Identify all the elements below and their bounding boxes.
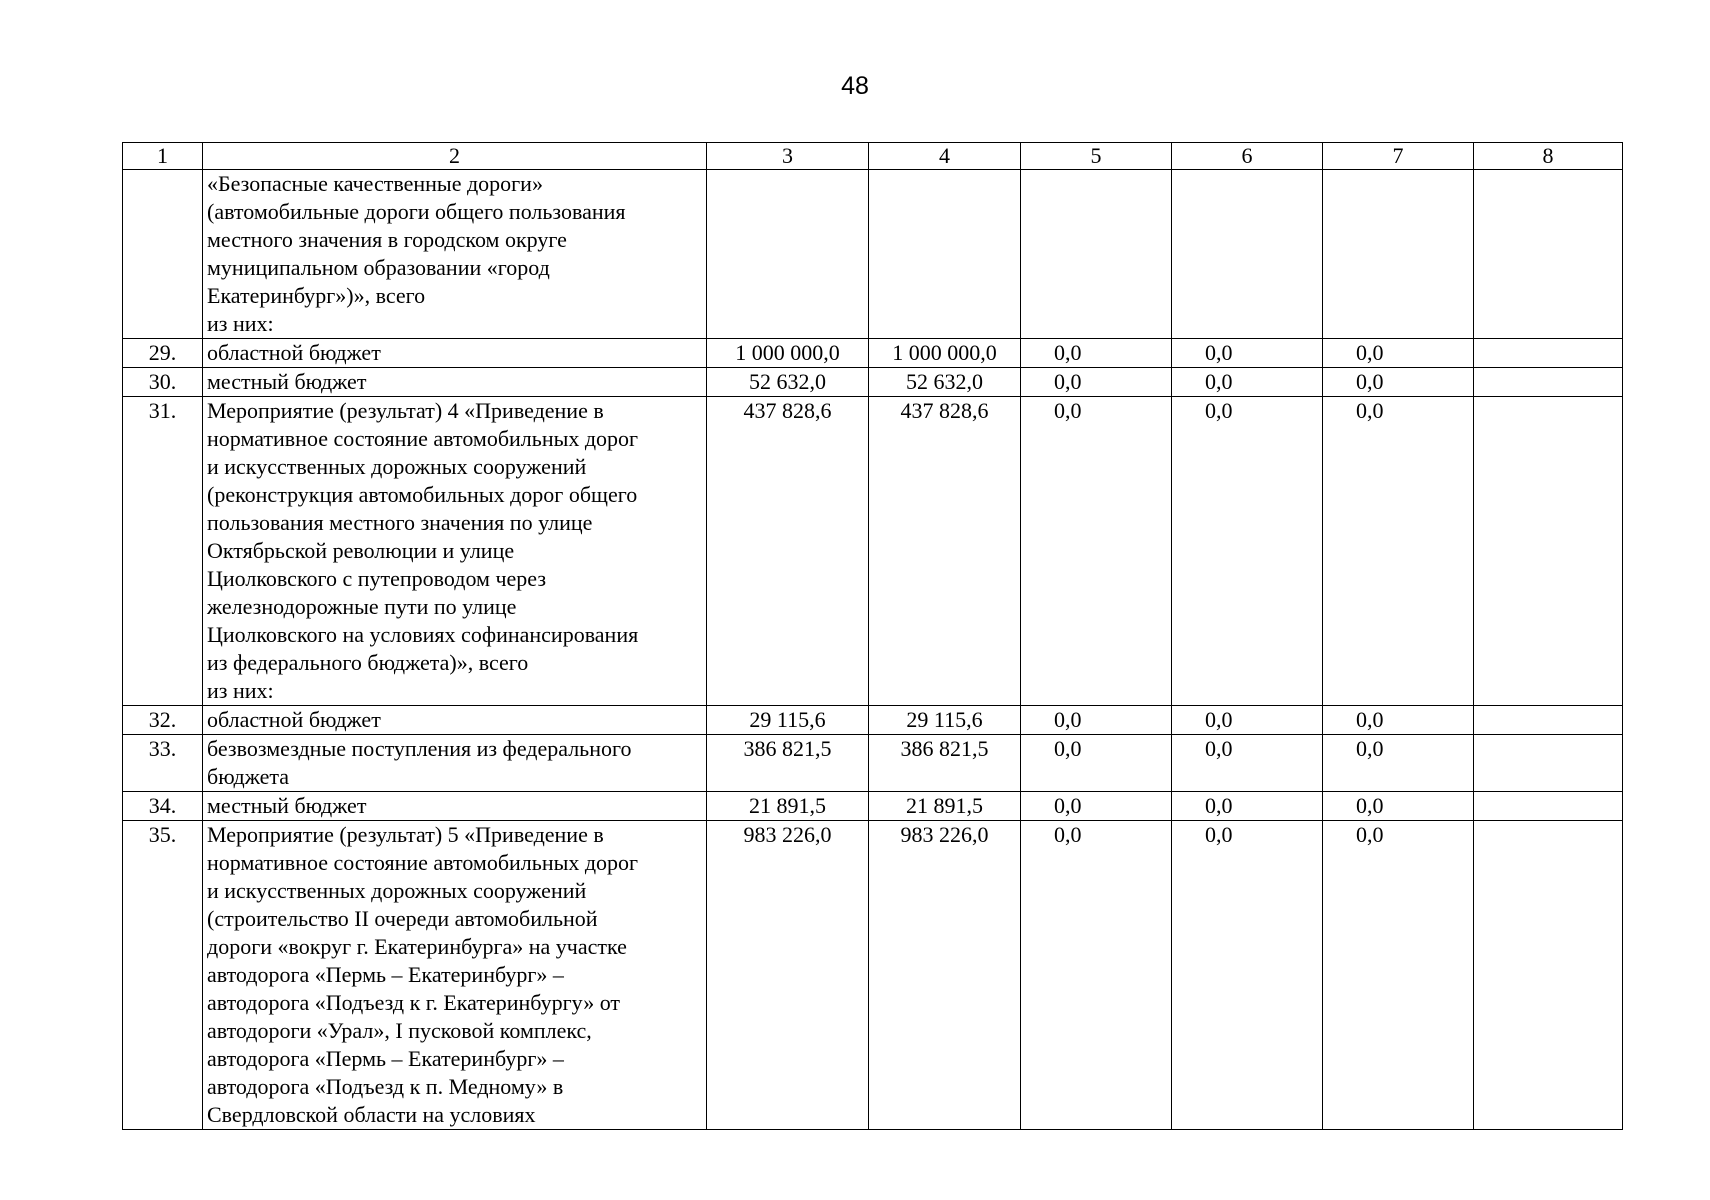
value-cell-col5: 0,0 — [1021, 706, 1172, 735]
description-line: и искусственных дорожных сооружений — [207, 878, 587, 903]
value-cell-col8 — [1474, 368, 1623, 397]
value-cell-col5: 0,0 — [1021, 339, 1172, 368]
value-cell-col3: 29 115,6 — [707, 706, 869, 735]
value-cell-col5: 0,0 — [1021, 397, 1172, 706]
value-cell-col4: 52 632,0 — [869, 368, 1021, 397]
value-cell-col8 — [1474, 339, 1623, 368]
value-cell-col7: 0,0 — [1323, 792, 1474, 821]
column-header: 5 — [1021, 143, 1172, 170]
table-row — [123, 792, 1623, 821]
value-cell-col6 — [1172, 170, 1323, 339]
description-line: автодорога «Пермь – Екатеринбург» – — [207, 962, 564, 987]
description-line: автодорога «Подъезд к г. Екатеринбургу» от — [207, 990, 621, 1015]
description-line: Мероприятие (результат) 5 «Приведение в — [207, 822, 604, 847]
description-line: пользования местного значения по улице — [207, 510, 593, 535]
table-row — [123, 368, 1623, 397]
description-line: автодороги «Урал», I пусковой комплекс, — [207, 1018, 592, 1043]
row-number-cell: 31. — [123, 397, 203, 706]
description-line: железнодорожные пути по улице — [207, 594, 517, 619]
value-cell-col5: 0,0 — [1021, 792, 1172, 821]
description-line: из федерального бюджета)», всего — [207, 650, 529, 675]
description-line: нормативное состояние автомобильных дорог — [207, 426, 639, 451]
value-cell-col3: 52 632,0 — [707, 368, 869, 397]
value-cell-col8 — [1474, 792, 1623, 821]
value-cell-col8 — [1474, 735, 1623, 792]
value-cell-col3: 983 226,0 — [707, 821, 869, 1130]
value-cell-col8 — [1474, 170, 1623, 339]
value-cell-col6: 0,0 — [1172, 792, 1323, 821]
value-cell-col4: 29 115,6 — [869, 706, 1021, 735]
description-line: «Безопасные качественные дороги» — [207, 171, 543, 196]
value-cell-col4 — [869, 170, 1021, 339]
description-line: из них: — [207, 311, 274, 336]
value-cell-col3: 386 821,5 — [707, 735, 869, 792]
description-line: местный бюджет — [207, 369, 367, 394]
table-row — [123, 170, 1623, 339]
column-header: 7 — [1323, 143, 1474, 170]
column-header: 4 — [869, 143, 1021, 170]
value-cell-col8 — [1474, 706, 1623, 735]
description-line: Екатеринбург»)», всего — [207, 283, 426, 308]
description-line: и искусственных дорожных сооружений — [207, 454, 587, 479]
table-header-row — [123, 143, 1623, 170]
value-cell-col4: 437 828,6 — [869, 397, 1021, 706]
value-cell-col7: 0,0 — [1323, 368, 1474, 397]
column-header: 1 — [123, 143, 203, 170]
column-header: 3 — [707, 143, 869, 170]
value-cell-col3: 437 828,6 — [707, 397, 869, 706]
description-cell — [203, 368, 707, 397]
value-cell-col6: 0,0 — [1172, 397, 1323, 706]
description-line: Октябрьской революции и улице — [207, 538, 515, 563]
column-header: 8 — [1474, 143, 1623, 170]
description-line: муниципальном образовании «город — [207, 255, 550, 280]
value-cell-col5 — [1021, 170, 1172, 339]
row-number-cell: 34. — [123, 792, 203, 821]
table-row — [123, 397, 1623, 706]
value-cell-col6: 0,0 — [1172, 706, 1323, 735]
row-number-cell: 33. — [123, 735, 203, 792]
description-line: Мероприятие (результат) 4 «Приведение в — [207, 398, 604, 423]
description-line: (автомобильные дороги общего пользования — [207, 199, 626, 224]
description-line: нормативное состояние автомобильных дорог — [207, 850, 639, 875]
description-cell — [203, 735, 707, 792]
description-line: дороги «вокруг г. Екатеринбурга» на участке — [207, 934, 627, 959]
value-cell-col6: 0,0 — [1172, 821, 1323, 1130]
value-cell-col6: 0,0 — [1172, 368, 1323, 397]
description-cell — [203, 339, 707, 368]
value-cell-col4: 983 226,0 — [869, 821, 1021, 1130]
value-cell-col5: 0,0 — [1021, 368, 1172, 397]
column-header: 2 — [203, 143, 707, 170]
description-cell — [203, 170, 707, 339]
description-line: автодорога «Подъезд к п. Медному» в — [207, 1074, 564, 1099]
description-line: Свердловской области на условиях — [207, 1102, 536, 1127]
description-cell — [203, 821, 707, 1130]
column-header: 6 — [1172, 143, 1323, 170]
description-line: бюджета — [207, 764, 290, 789]
description-line: местного значения в городском округе — [207, 227, 567, 252]
row-number-cell — [123, 170, 203, 339]
description-line: Циолковского с путепроводом через — [207, 566, 547, 591]
value-cell-col6: 0,0 — [1172, 735, 1323, 792]
description-line: безвозмездные поступления из федерального — [207, 736, 632, 761]
row-number-cell: 29. — [123, 339, 203, 368]
value-cell-col5: 0,0 — [1021, 735, 1172, 792]
value-cell-col6: 0,0 — [1172, 339, 1323, 368]
value-cell-col7: 0,0 — [1323, 821, 1474, 1130]
value-cell-col7 — [1323, 170, 1474, 339]
description-line: местный бюджет — [207, 793, 367, 818]
value-cell-col7: 0,0 — [1323, 706, 1474, 735]
description-cell — [203, 792, 707, 821]
description-line: областной бюджет — [207, 707, 381, 732]
value-cell-col4: 21 891,5 — [869, 792, 1021, 821]
value-cell-col3: 1 000 000,0 — [707, 339, 869, 368]
table-body — [123, 170, 1623, 1130]
description-cell — [203, 706, 707, 735]
description-cell — [203, 397, 707, 706]
value-cell-col8 — [1474, 397, 1623, 706]
description-line: из них: — [207, 678, 274, 703]
page-number: 48 — [841, 72, 869, 100]
description-line: (строительство II очереди автомобильной — [207, 906, 598, 931]
row-number-cell: 35. — [123, 821, 203, 1130]
description-line: областной бюджет — [207, 340, 381, 365]
value-cell-col5: 0,0 — [1021, 821, 1172, 1130]
value-cell-col7: 0,0 — [1323, 397, 1474, 706]
value-cell-col8 — [1474, 821, 1623, 1130]
value-cell-col3 — [707, 170, 869, 339]
row-number-cell: 30. — [123, 368, 203, 397]
table-row — [123, 339, 1623, 368]
description-line: (реконструкция автомобильных дорог общего — [207, 482, 638, 507]
table-row — [123, 821, 1623, 1130]
value-cell-col7: 0,0 — [1323, 735, 1474, 792]
table-row — [123, 706, 1623, 735]
description-line: Циолковского на условиях софинансирования — [207, 622, 639, 647]
budget-table — [122, 142, 1623, 1130]
value-cell-col4: 1 000 000,0 — [869, 339, 1021, 368]
value-cell-col7: 0,0 — [1323, 339, 1474, 368]
value-cell-col4: 386 821,5 — [869, 735, 1021, 792]
table-row — [123, 735, 1623, 792]
value-cell-col3: 21 891,5 — [707, 792, 869, 821]
description-line: автодорога «Пермь – Екатеринбург» – — [207, 1046, 564, 1071]
row-number-cell: 32. — [123, 706, 203, 735]
